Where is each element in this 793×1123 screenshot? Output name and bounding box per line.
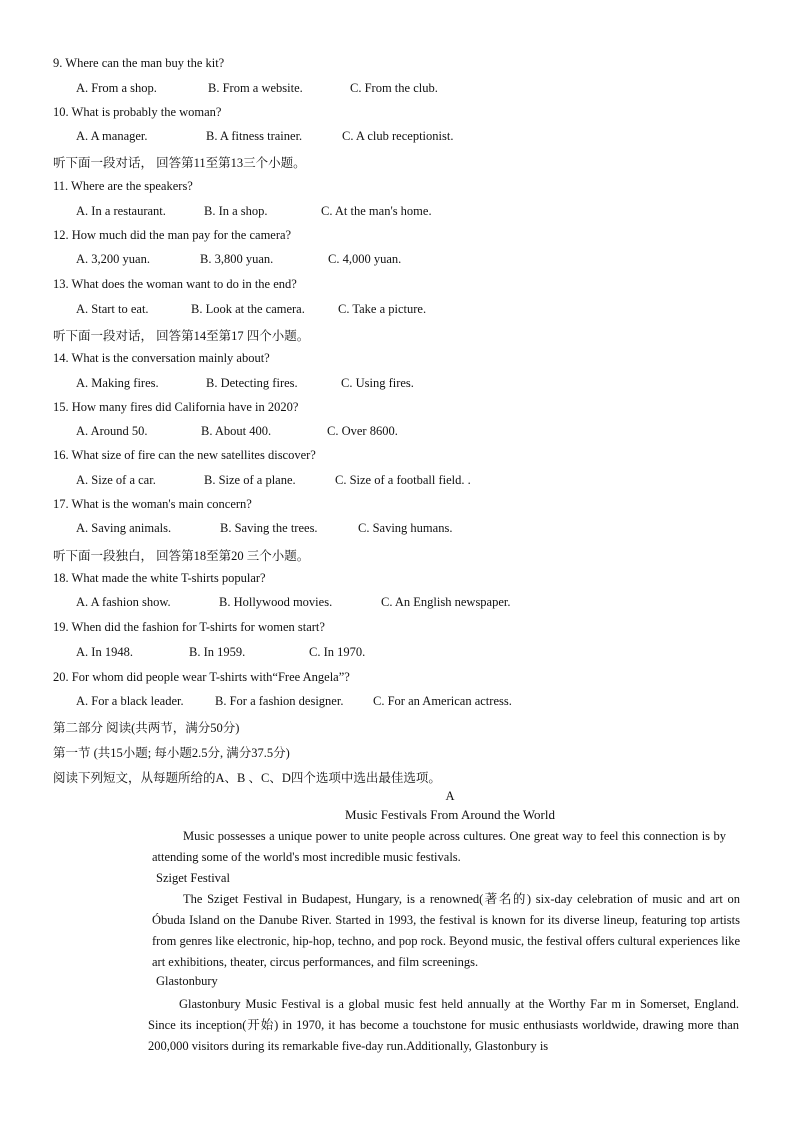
- option-13a: A. Start to eat.: [76, 302, 149, 316]
- question-11: 11. Where are the speakers?: [53, 179, 193, 193]
- instruction-11-13: 听下面一段对话， 回答第11至第13三个小题。: [53, 156, 306, 170]
- option-14c: C. Using fires.: [341, 376, 414, 390]
- option-14a: A. Making fires.: [76, 376, 159, 390]
- option-19b: B. In 1959.: [189, 645, 246, 659]
- option-9b: B. From a website.: [208, 81, 303, 95]
- glastonbury-heading: Glastonbury: [156, 974, 218, 988]
- question-20: 20. For whom did people wear T-shirts with“Free Angela”?: [53, 670, 350, 684]
- option-20b: B. For a fashion designer.: [215, 694, 344, 708]
- question-12: 12. How much did the man pay for the camera?: [53, 228, 292, 242]
- option-10b: B. A fitness trainer.: [206, 129, 303, 143]
- question-15: 15. How many fires did California have in 2020?: [53, 400, 299, 414]
- option-11c: C. At the man's home.: [321, 204, 432, 218]
- option-13c: C. Take a picture.: [338, 302, 427, 316]
- question-13: 13. What does the woman want to do in the end?: [53, 277, 297, 291]
- option-10c: C. A club receptionist.: [342, 129, 454, 143]
- option-19c: C. In 1970.: [309, 645, 366, 659]
- question-19: 19. When did the fashion for T-shirts for women start?: [53, 620, 325, 634]
- glastonbury-paragraph: Glastonbury Music Festival is a global music fest held annually at the Worthy Far m in Somerset, England. Since its inception(开始) in 1970, it has become a touchstone for music enthusiasts worldwide, drawing more than 200,000 visitors during its remarkable five-day run.Additionally, Glastonbury is: [148, 997, 739, 1053]
- option-18b: B. Hollywood movies.: [219, 595, 333, 609]
- option-15c: C. Over 8600.: [327, 424, 398, 438]
- question-16: 16. What size of fire can the new satellites discover?: [53, 448, 316, 462]
- option-20a: A. For a black leader.: [76, 694, 184, 708]
- option-18c: C. An English newspaper.: [381, 595, 511, 609]
- question-18: 18. What made the white T-shirts popular?: [53, 571, 266, 585]
- option-12c: C. 4,000 yuan.: [328, 252, 402, 266]
- passage-letter: A: [445, 789, 455, 803]
- option-13b: B. Look at the camera.: [191, 302, 305, 316]
- option-17c: C. Saving humans.: [358, 521, 453, 535]
- option-12a: A. 3,200 yuan.: [76, 252, 150, 266]
- option-16b: B. Size of a plane.: [204, 473, 296, 487]
- option-17a: A. Saving animals.: [76, 521, 172, 535]
- option-11a: A. In a restaurant.: [76, 204, 166, 218]
- option-9c: C. From the club.: [350, 81, 438, 95]
- option-11b: B. In a shop.: [204, 204, 268, 218]
- option-19a: A. In 1948.: [76, 645, 133, 659]
- option-14b: B. Detecting fires.: [206, 376, 298, 390]
- sziget-paragraph: The Sziget Festival in Budapest, Hungary, is a renowned(著名的) six-day celebration of music and art on Óbuda Island on the Danube River. Started in 1993, the festival is known for its diverse lineup, featuring top artists from genres like electronic, hip-hop, techno, and pop rock. Beyond music, the festival offers cultural experiences like art exhibitions, theater, circus performances, and film screenings.: [152, 892, 740, 969]
- passage-title: Music Festivals From Around the World: [345, 807, 555, 822]
- option-10a: A. A manager.: [76, 129, 148, 143]
- option-9a: A. From a shop.: [76, 81, 157, 95]
- option-15a: A. Around 50.: [76, 424, 148, 438]
- question-14: 14. What is the conversation mainly about?: [53, 351, 270, 365]
- option-17b: B. Saving the trees.: [220, 521, 318, 535]
- option-16c: C. Size of a football field. .: [335, 473, 471, 487]
- option-15b: B. About 400.: [201, 424, 272, 438]
- question-10: 10. What is probably the woman?: [53, 105, 222, 119]
- section1-heading: 第一节 (共15小题; 每小题2.5分, 满分37.5分): [53, 746, 290, 760]
- instruction-14-17: 听下面一段对话， 回答第14至第17 四个小题。: [53, 329, 310, 343]
- option-20c: C. For an American actress.: [373, 694, 512, 708]
- passage-intro: Music possesses a unique power to unite people across cultures. One great way to feel this connection is by attending some of the world's most incredible music festivals.: [152, 829, 726, 864]
- instruction-18-20: 听下面一段独白， 回答第18至第20 三个小题。: [53, 549, 310, 563]
- option-12b: B. 3,800 yuan.: [200, 252, 274, 266]
- question-9: 9. Where can the man buy the kit?: [53, 56, 225, 70]
- option-16a: A. Size of a car.: [76, 473, 156, 487]
- reading-directions: 阅读下列短文，从每题所给的A、B 、C、D四个选项中选出最佳选项。: [53, 771, 441, 785]
- option-18a: A. A fashion show.: [76, 595, 171, 609]
- part2-heading: 第二部分 阅读(共两节，满分50分): [53, 721, 240, 735]
- question-17: 17. What is the woman's main concern?: [53, 497, 252, 511]
- sziget-heading: Sziget Festival: [156, 871, 230, 885]
